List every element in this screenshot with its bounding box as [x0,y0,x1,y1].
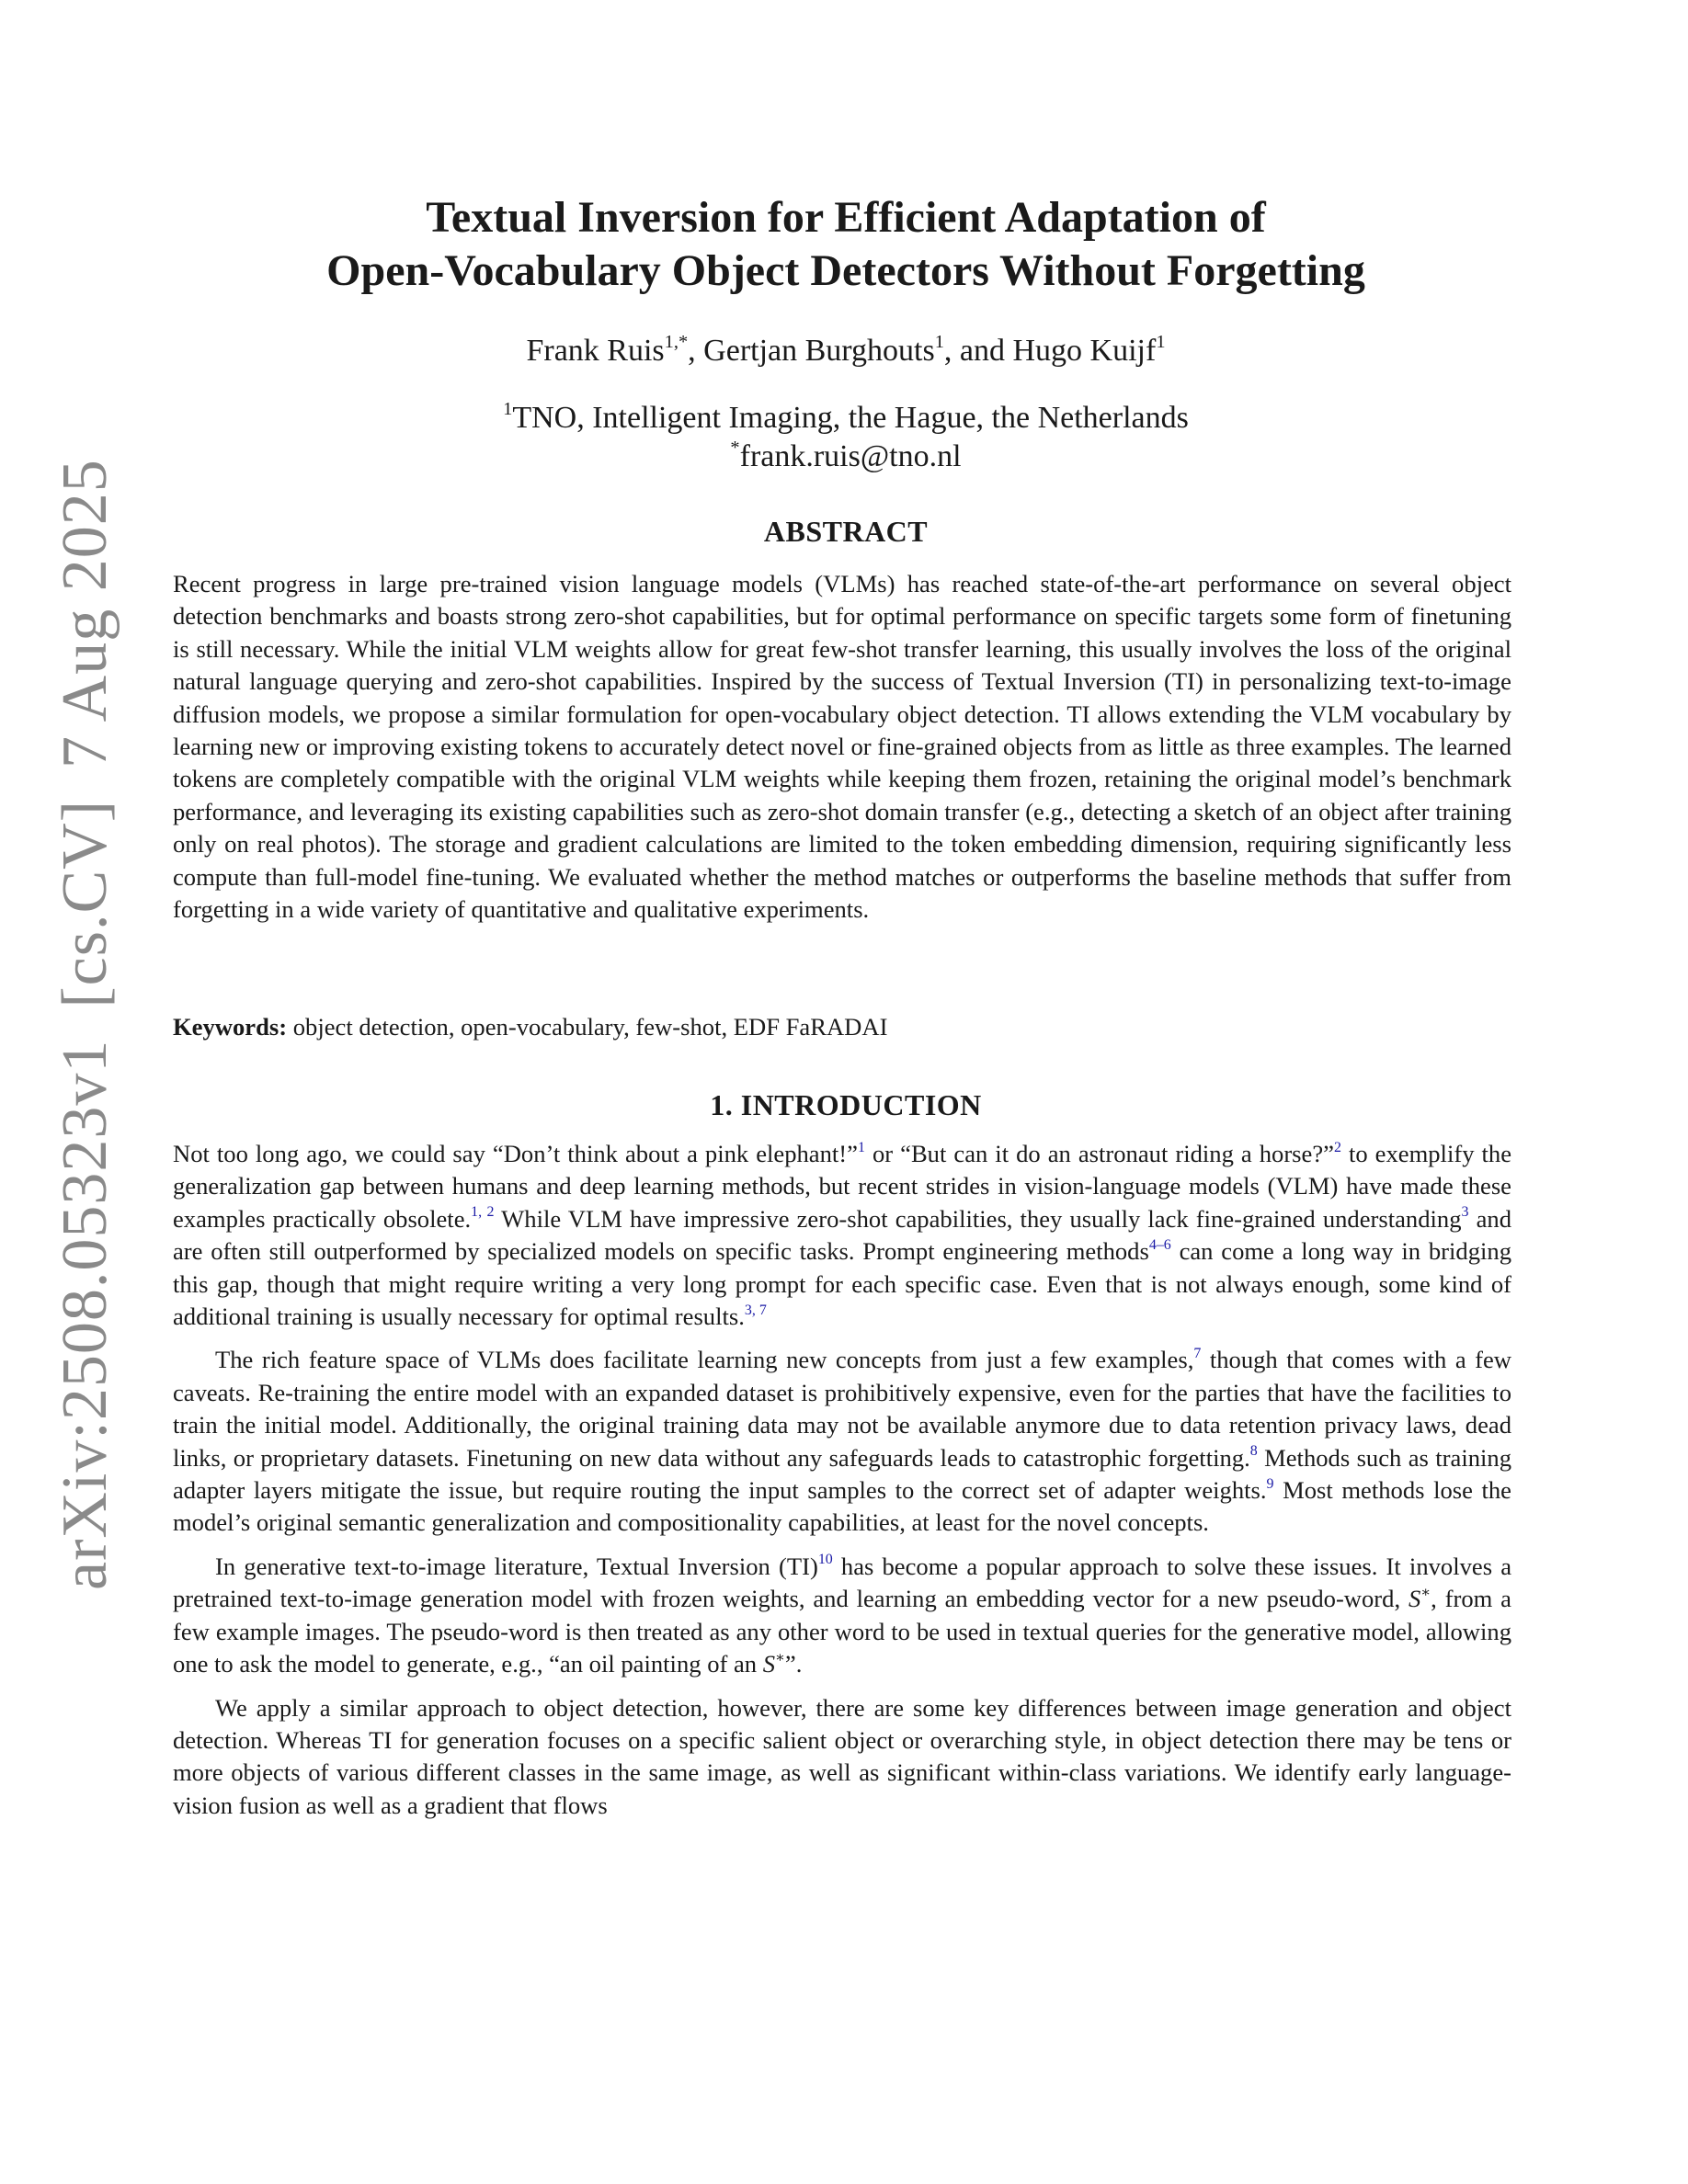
author-affil-mark: 1 [934,331,944,352]
author-name: Hugo Kuijf [1012,334,1157,368]
affiliation: TNO, Intelligent Imaging, the Hague, the Netherlands [512,401,1189,435]
text-run: and are often still outperformed by specialized models on specific tasks. Prompt engineering methods [173,1204,1512,1266]
keywords-text: object detection, open-vocabulary, few-shot, EDF FaRADAI [292,1013,888,1041]
citation-link[interactable]: 3 [1461,1204,1469,1221]
text-run: ”. [784,1650,803,1678]
text-run: has become a popular approach to solve these issues. It involves a pretrained text-to-image generation model with frozen weights, and learning an embedding vector for a new pseudo-word, [173,1552,1512,1613]
author-name: Frank Ruis [526,334,665,368]
introduction-body [173,1138,1511,1822]
abstract-text: Recent progress in large pre-trained vision language models (VLMs) has reached state-of-the-art performance on several object detection benchmarks and boasts strong zero-shot capabilities, but for optimal performance on specific targets some form of finetuning is still necessary. While the initial VLM weights allow for great few-shot transfer learning, this usually involves the loss of the original natural language querying and zero-shot capabilities. Inspired by the success of Textual Inversion (TI) in personalizing text-to-image diffusion models, we propose a similar formulation for open-vocabulary object detection. TI allows extending the VLM vocabulary by learning new or improving existing tokens to accurately detect novel or fine-grained objects from as little as three examples. The learned tokens are completely compatible with the original VLM weights while keeping them frozen, retaining the original model’s benchmark performance, and leveraging its existing capabilities such as zero-shot domain transfer (e.g., detecting a sketch of an object after training only on real photos). The storage and gradient calculations are limited to the token embedding dimension, requiring significantly less compute than full-model fine-tuning. We evaluated whether the method matches or outperforms the baseline methods that suffer from forgetting in a wide variety of quantitative and qualitative experiments. [173,570,1511,924]
text-run: to exemplify the generalization gap between humans and deep learning methods, but recent strides in vision-language models (VLM) have made these examples practically obsolete. [173,1140,1511,1233]
author-email[interactable]: frank.ruis@tno.nl [739,439,962,473]
author-affil-mark: 1,* [664,331,689,352]
text-run: While VLM have impressive zero-shot capabilities, they usually lack fine-grained understanding [494,1204,1462,1233]
keywords-line [173,1011,1511,1043]
text-run: can come a long way in bridging this gap, though that might require writing a very long prompt for each specific case. Even that is not always enough, some kind of additional training is usually necessary for optimal results. [173,1237,1511,1331]
arxiv-date: 7 Aug 2025 [50,459,120,768]
intro-paragraph-3 [173,1551,1511,1681]
author-name: Gertjan Burghouts [703,334,935,368]
author-affil-mark: 1 [1156,331,1166,352]
arxiv-sidebar-stamp [35,459,136,1590]
affiliation-block [175,399,1517,476]
text-run: Not too long ago, we could say “Don’t think about a pink elephant!” [173,1140,858,1167]
citation-link[interactable]: 10 [817,1552,833,1568]
text-run: Most methods lose the model’s original semantic generalization and compositionality capabilities, at least for the novel concepts. [173,1476,1511,1537]
affiliation-mark: 1 [503,398,513,419]
author-list [175,331,1517,371]
text-run: In generative text-to-image literature, Textual Inversion (TI) [215,1552,818,1580]
citation-link[interactable]: 3, 7 [744,1302,767,1318]
text-run: or “But can it do an astronaut riding a horse?” [864,1140,1334,1167]
author-separator: , [688,334,704,368]
section-heading-introduction: 1. INTRODUCTION [710,1088,982,1121]
email-mark: * [730,437,740,458]
title-line-1: Textual Inversion for Efficient Adaptation of [426,193,1266,242]
text-run: though that comes with a few caveats. Re-training the entire model with an expanded dataset is prohibitively expensive, even for the parties that have the facilities to train the initial model. Additionally, the original training data may not be available anymore due to data retention privacy laws, dead links, or proprietary datasets. Finetuning on new data without any safeguards leads to catastrophic forgetting. [173,1346,1511,1472]
text-run: , from a few example images. The pseudo-word is then treated as any other word to be used in textual queries for the generative model, allowing one to ask the model to generate, e.g., “an oil painting of an [173,1585,1511,1678]
citation-link[interactable]: 1, 2 [471,1204,495,1221]
abstract-heading: ABSTRACT [763,515,929,548]
citation-link[interactable]: 1 [857,1139,865,1155]
arxiv-category: [cs.CV] [50,799,120,1008]
pseudo-word-symbol: S [762,1650,776,1678]
pseudo-word-star: ∗ [1420,1584,1431,1600]
abstract-body [173,568,1511,926]
author-separator: , and [943,334,1013,368]
intro-paragraph-2 [173,1344,1511,1539]
pseudo-word-star: ∗ [775,1649,785,1666]
intro-paragraph-4: We apply a similar approach to object detection, however, there are some key differences between image generation and object detection. Whereas TI for generation focuses on a specific salient object or overarching style, in object detection there may be tens or more objects of various different classes in the same image, as well as significant within-class variations. We identify early language-vision fusion as well as a gradient that flows [173,1693,1511,1819]
citation-link[interactable]: 2 [1333,1139,1341,1155]
text-run: The rich feature space of VLMs does facilitate learning new concepts from just a few examples, [215,1346,1194,1374]
pseudo-word-symbol: S [1408,1585,1421,1613]
keywords-label: Keywords: [173,1013,288,1041]
paper-title [175,191,1517,298]
intro-paragraph-1 [173,1138,1511,1333]
arxiv-id: arXiv:2508.05323v1 [50,1039,120,1590]
citation-link[interactable]: 4–6 [1148,1236,1171,1253]
title-line-2: Open-Vocabulary Object Detectors Without Forgetting [326,246,1365,295]
citation-link[interactable]: 9 [1266,1475,1274,1492]
citation-link[interactable]: 7 [1193,1345,1202,1361]
citation-link[interactable]: 8 [1249,1443,1258,1460]
text-run: Methods such as training adapter layers mitigate the issue, but require routing the input samples to the correct set of adapter weights. [173,1443,1511,1505]
